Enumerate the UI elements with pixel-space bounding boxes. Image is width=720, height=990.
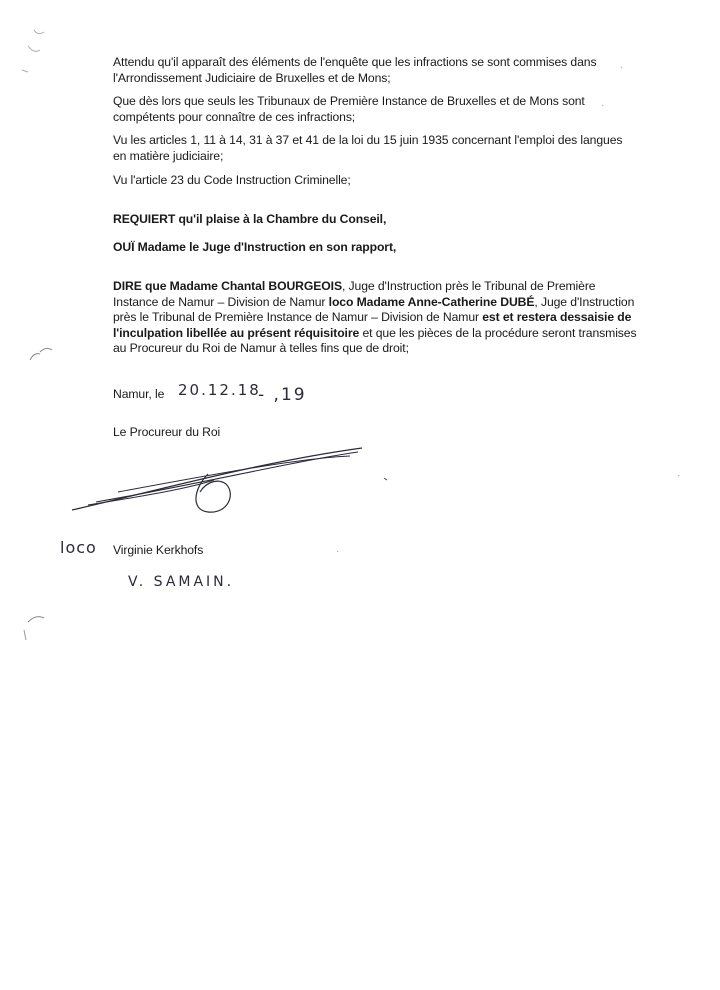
handwritten-year: - ,19 xyxy=(258,385,307,405)
paragraph-attendu: Attendu qu'il apparaît des éléments de l'enquête que les infractions se sont commises dans l'Arrondissement Judiciaire de Bruxelles et de Mons; xyxy=(113,55,597,85)
place-date-label: Namur, le xyxy=(113,387,165,401)
paragraph-requiert: REQUIERT qu'il plaise à la Chambre du Conseil, xyxy=(113,212,387,226)
signatory-name: Virginie Kerkhofs xyxy=(113,543,204,557)
dire-text-1: , Juge d'Instruction près le Tribunal de Première Instance de Namur – Division de Namur xyxy=(113,279,596,309)
speck: · xyxy=(601,100,605,111)
handwritten-loco: loco xyxy=(60,538,97,557)
speck: · xyxy=(620,62,624,73)
speck: · xyxy=(677,470,681,481)
paragraph-vu-article-23: Vu l'article 23 du Code Instruction Criminelle; xyxy=(113,173,351,187)
paragraph-competence: Que dès lors que seuls les Tribunaux de Première Instance de Bruxelles et de Mons sont compétents pour connaître de ces infractions; xyxy=(113,94,585,124)
handwritten-name: V. SAMAIN. xyxy=(128,574,235,590)
speck: · xyxy=(336,546,340,557)
dire-dessaisie: est et restera dessaisie de l'inculpation libellée au présent réquisitoire xyxy=(113,310,632,340)
paragraph-oui: OUÏ Madame le Juge d'Instruction en son rapport, xyxy=(113,240,397,254)
dire-text-2: , Juge d'Instruction près le Tribunal de Première Instance de Namur – Division de Namur xyxy=(113,294,635,325)
dire-loco-name: loco Madame Anne-Catherine DUBÉ xyxy=(328,294,535,309)
paragraph-vu-articles: Vu les articles 1, 11 à 14, 31 à 37 et 41 de la loi du 15 juin 1935 concernant l'emploi des langues en matière judiciaire; xyxy=(113,133,623,163)
handwritten-date: 20.12.18 xyxy=(178,381,261,399)
dire-judge-name: DIRE que Madame Chantal BOURGEOIS xyxy=(113,279,342,293)
dire-text-3: et que les pièces de la procédure seront transmises au Procureur du Roi de Namur à telles fins que de droit; xyxy=(113,325,637,356)
role-label: Le Procureur du Roi xyxy=(113,425,221,439)
